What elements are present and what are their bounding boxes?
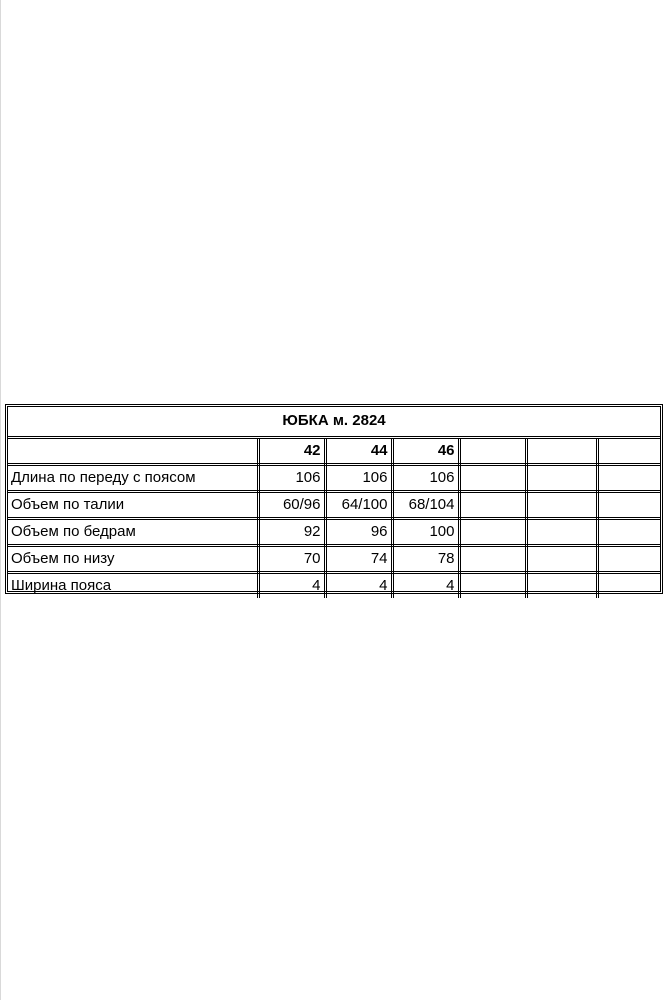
table-row: [8, 572, 660, 598]
size-header-cell: 44: [325, 437, 392, 464]
measurement-value: [459, 491, 526, 518]
measurement-value: 92: [258, 518, 325, 545]
measurement-value: [459, 518, 526, 545]
measurement-value: [459, 572, 526, 598]
measurement-value: [597, 572, 660, 598]
table-row: [8, 545, 660, 572]
measurement-value: 78: [392, 545, 459, 572]
measurement-value: 100: [392, 518, 459, 545]
measurement-value: [459, 464, 526, 491]
measurement-value: 106: [258, 464, 325, 491]
measurement-value: [526, 491, 597, 518]
measurement-value: [526, 464, 597, 491]
table-row: [8, 518, 660, 545]
measurement-value: 4: [325, 572, 392, 598]
measurement-value: 106: [325, 464, 392, 491]
measurement-value: [459, 545, 526, 572]
measurement-value: [526, 545, 597, 572]
measurement-value: 106: [392, 464, 459, 491]
size-chart-table: [5, 404, 663, 594]
size-header-cell: [597, 437, 660, 464]
measurement-value: 70: [258, 545, 325, 572]
measurement-label: Объем по бедрам: [8, 518, 258, 545]
size-header-row: [8, 437, 660, 464]
table-row: [8, 491, 660, 518]
measurement-value: [597, 545, 660, 572]
measurement-value: 60/96: [258, 491, 325, 518]
measurement-label: Объем по низу: [8, 545, 258, 572]
measurement-value: 68/104: [392, 491, 459, 518]
measurement-value: 4: [258, 572, 325, 598]
size-header-cell: 42: [258, 437, 325, 464]
measurement-value: [597, 518, 660, 545]
measurement-value: [597, 464, 660, 491]
measurement-value: [526, 572, 597, 598]
measurement-label: Ширина пояса: [8, 572, 258, 598]
measurement-value: [597, 491, 660, 518]
title-row: [8, 407, 660, 437]
measurement-value: 64/100: [325, 491, 392, 518]
measurement-value: 96: [325, 518, 392, 545]
measurement-label: Объем по талии: [8, 491, 258, 518]
size-header-cell: [459, 437, 526, 464]
size-header-cell: [526, 437, 597, 464]
size-header-empty: [8, 437, 258, 464]
measurement-label: Длина по переду с поясом: [8, 464, 258, 491]
table-title: ЮБКА м. 2824: [8, 407, 660, 437]
measurement-value: 74: [325, 545, 392, 572]
size-header-cell: 46: [392, 437, 459, 464]
image-edge-line: [0, 0, 1, 1000]
measurement-value: 4: [392, 572, 459, 598]
measurement-value: [526, 518, 597, 545]
table-row: [8, 464, 660, 491]
